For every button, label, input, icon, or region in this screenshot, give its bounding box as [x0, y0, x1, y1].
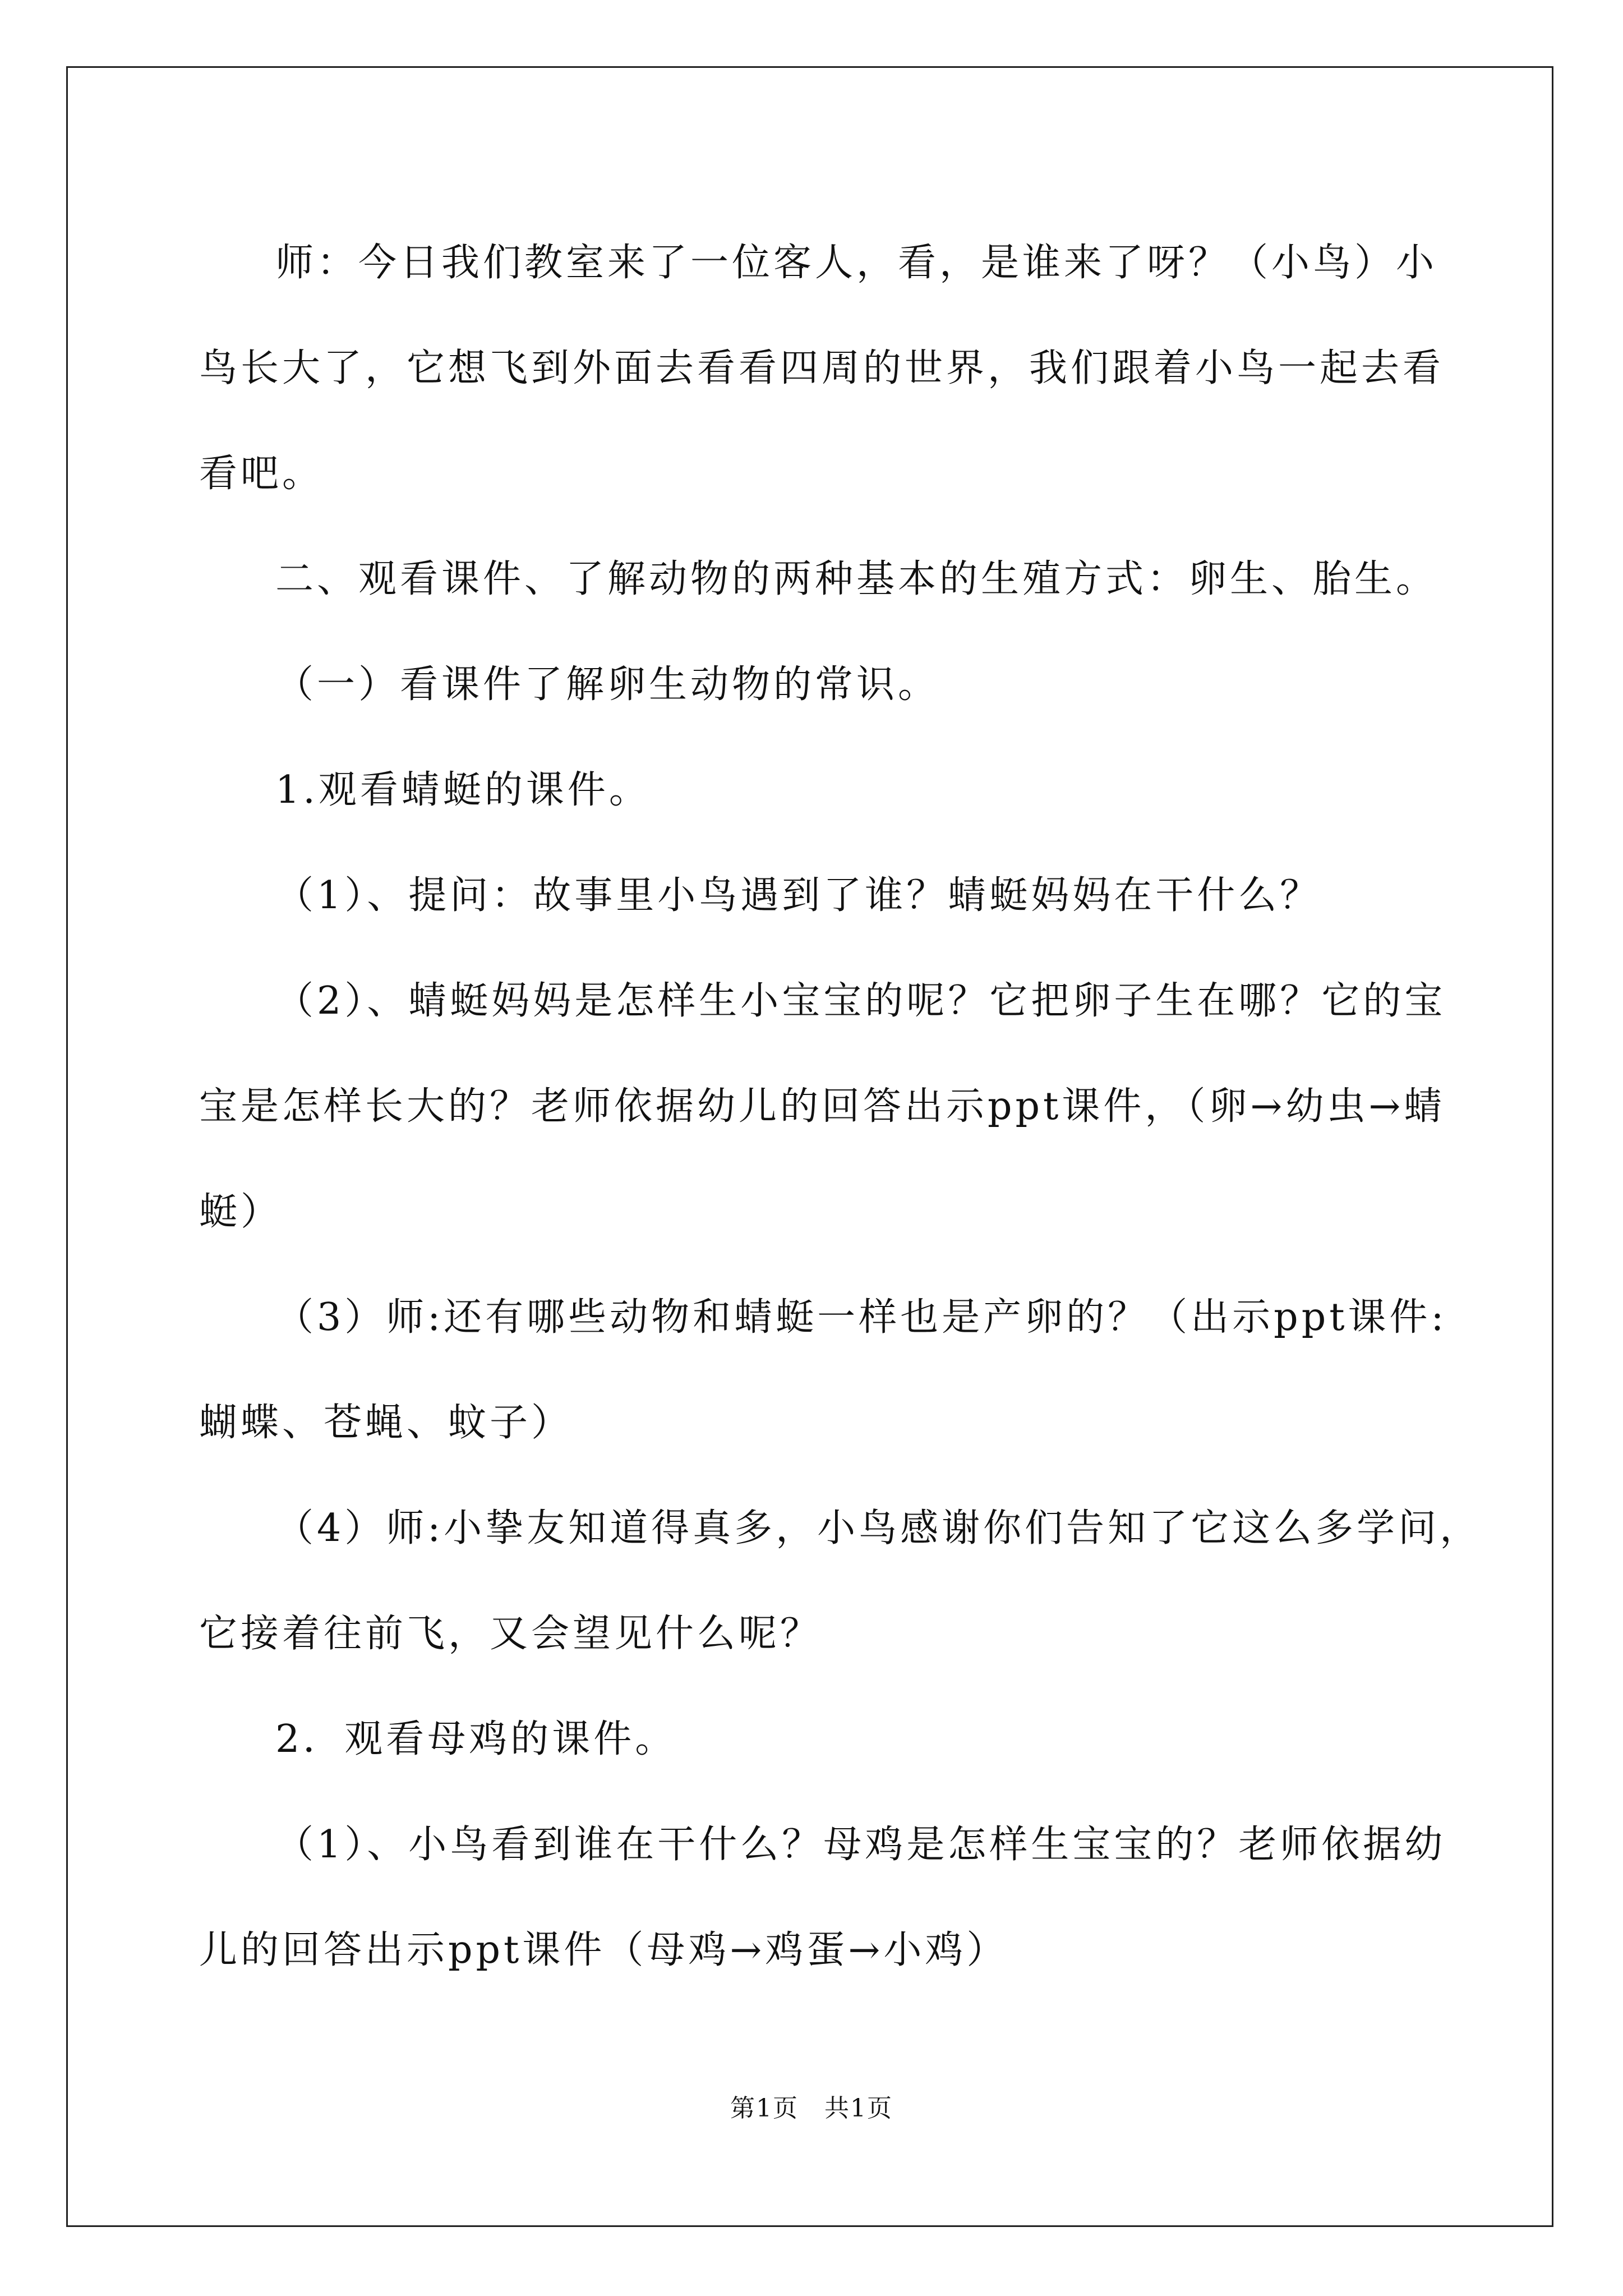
paragraph-line: （1）、提问：故事里小鸟遇到了谁？蜻蜓妈妈在干什么？ [275, 873, 1322, 918]
subsection-heading: （一）看课件了解卵生动物的常识。 [275, 662, 940, 707]
page-footer [0, 2088, 1623, 2124]
page-number: 第1页 [730, 2094, 799, 2123]
step-heading: 2．观看母鸡的课件。 [275, 1717, 677, 1761]
paragraph-line: 宝是怎样长大的？老师依据幼儿的回答出示ppt课件，（卵→幼虫→蜻 [199, 1084, 1446, 1129]
paragraph-line: 蜓） [199, 1190, 283, 1234]
paragraph-line: 蝴蝶、苍蝇、蚊子） [199, 1401, 573, 1445]
paragraph-line: 师：今日我们教室来了一位客人，看，是谁来了呀？（小鸟）小 [275, 241, 1438, 285]
paragraph-line: （4）师:小挚友知道得真多，小鸟感谢你们告知了它这么多学问， [275, 1506, 1482, 1550]
step-heading: 1.观看蜻蜓的课件。 [275, 768, 651, 812]
paragraph-line: （3）师:还有哪些动物和蜻蜓一样也是产卵的？（出示ppt课件: [275, 1295, 1447, 1340]
section-heading: 二、观看课件、了解动物的两种基本的生殖方式：卵生、胎生。 [275, 557, 1438, 601]
paragraph-line: 它接着往前飞，又会望见什么呢？ [199, 1612, 822, 1656]
document-body [199, 210, 1482, 2003]
paragraph-line: 看吧。 [199, 452, 324, 496]
paragraph-line: （1）、小鸟看到谁在干什么？母鸡是怎样生宝宝的？老师依据幼 [275, 1823, 1446, 1867]
page-total: 共1页 [824, 2094, 893, 2123]
paragraph-line: 儿的回答出示ppt课件（母鸡→鸡蛋→小鸡） [199, 1928, 1008, 1972]
paragraph-line: 鸟长大了，它想飞到外面去看看四周的世界，我们跟着小鸟一起去看 [199, 346, 1445, 390]
paragraph-line: （2）、蜻蜓妈妈是怎样生小宝宝的呢？它把卵子生在哪？它的宝 [275, 979, 1446, 1023]
